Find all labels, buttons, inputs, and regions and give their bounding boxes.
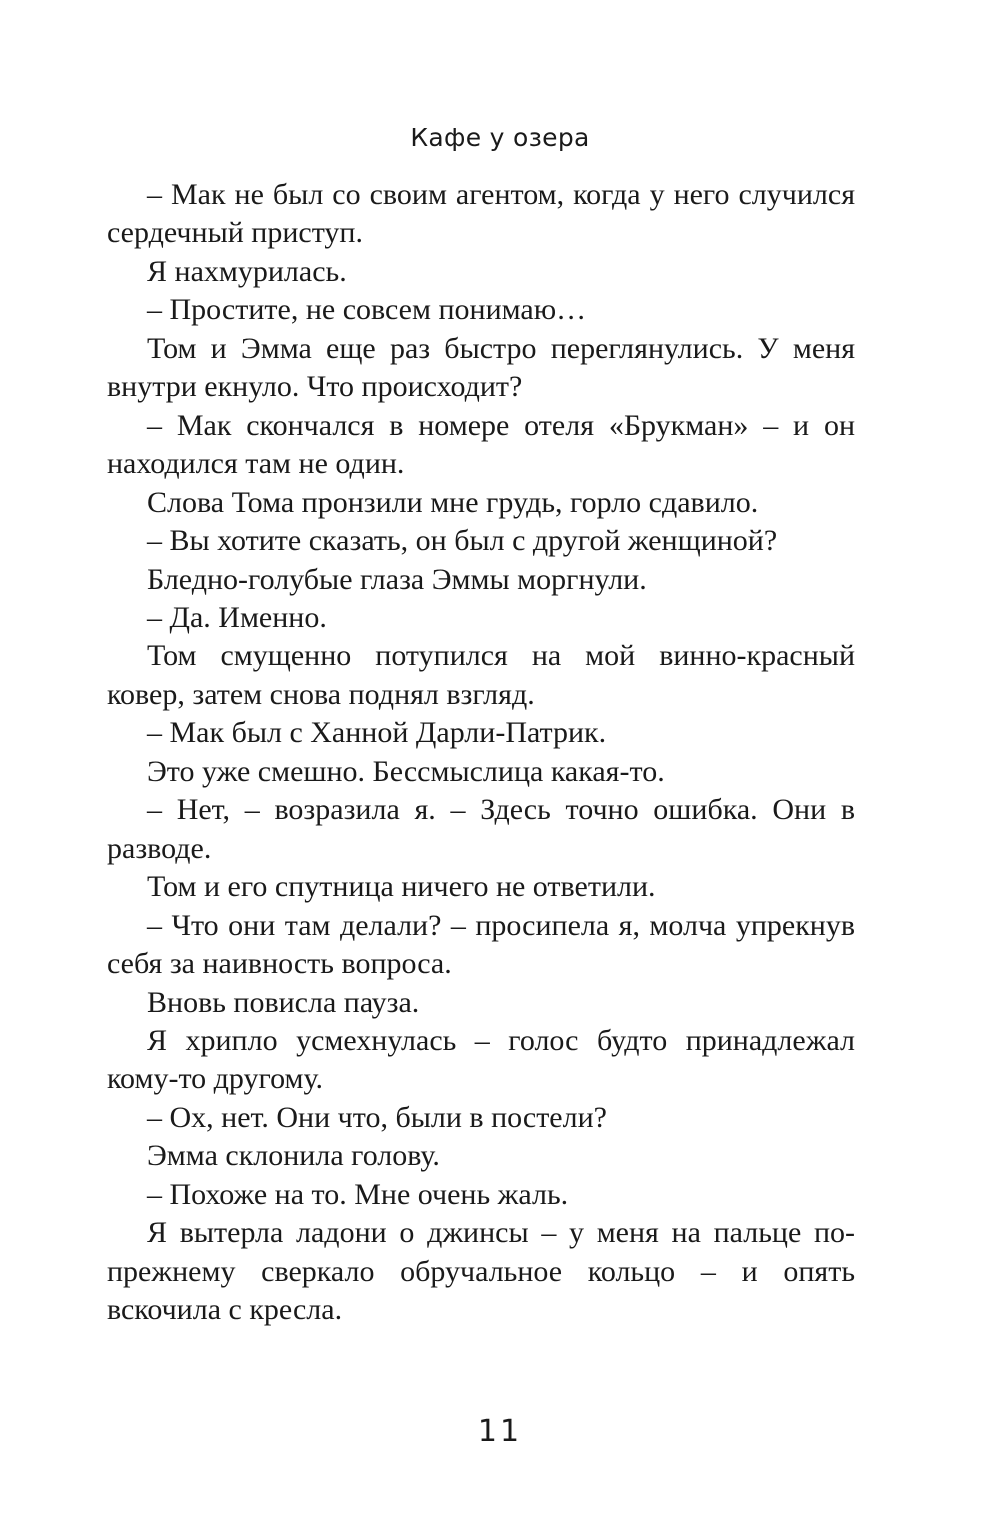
paragraph: Слова Тома пронзили мне грудь, горло сдавило. [147, 485, 759, 519]
paragraph: – Вы хотите сказать, он был с другой женщиной? [147, 524, 778, 558]
body-text [107, 176, 855, 1330]
paragraph: – Ох, нет. Они что, были в постели? [147, 1100, 607, 1134]
paragraph: Это уже смешно. Бессмыслица какая-то. [147, 754, 665, 788]
page-number: 11 [477, 1414, 523, 1449]
paragraph: Том и его спутница ничего не ответили. [147, 870, 656, 904]
paragraph: Том и Эмма еще раз быстро переглянулись. У меня внутри екнуло. Что происходит? [107, 331, 855, 404]
paragraph: Я хрипло усмехнулась – голос будто принадлежал кому-то другому. [107, 1023, 855, 1096]
paragraph: Эмма склонила голову. [147, 1139, 440, 1173]
paragraph: Том смущенно потупился на мой винно-красный ковер, затем снова поднял взгляд. [107, 639, 855, 711]
paragraph: – Похоже на то. Мне очень жаль. [147, 1177, 569, 1211]
running-title: Кафе у озера [410, 123, 590, 152]
paragraph: – Мак был с Ханной Дарли-Патрик. [147, 716, 607, 750]
paragraph: Я вытерла ладони о джинсы – у меня на пальце по-прежнему сверкало обручальное кольцо – и опять вскочила с кресла. [107, 1216, 855, 1327]
paragraph: – Да. Именно. [147, 600, 327, 634]
paragraph: – Мак не был со своим агентом, когда у него случился сердечный приступ. [107, 178, 855, 250]
paragraph: Вновь повисла пауза. [147, 985, 420, 1019]
paragraph: – Простите, не совсем понимаю… [147, 293, 587, 327]
paragraph: – Что они там делали? – просипела я, молча упрекнув себя за наивность вопроса. [107, 908, 855, 981]
paragraph: Я нахмурилась. [147, 254, 347, 288]
paragraph: Бледно-голубые глаза Эммы моргнули. [147, 562, 647, 596]
paragraph: – Нет, – возразила я. – Здесь точно ошибка. Они в разводе. [107, 793, 855, 865]
paragraph: – Мак скончался в номере отеля «Брукман» – и он находился там не один. [107, 408, 855, 481]
